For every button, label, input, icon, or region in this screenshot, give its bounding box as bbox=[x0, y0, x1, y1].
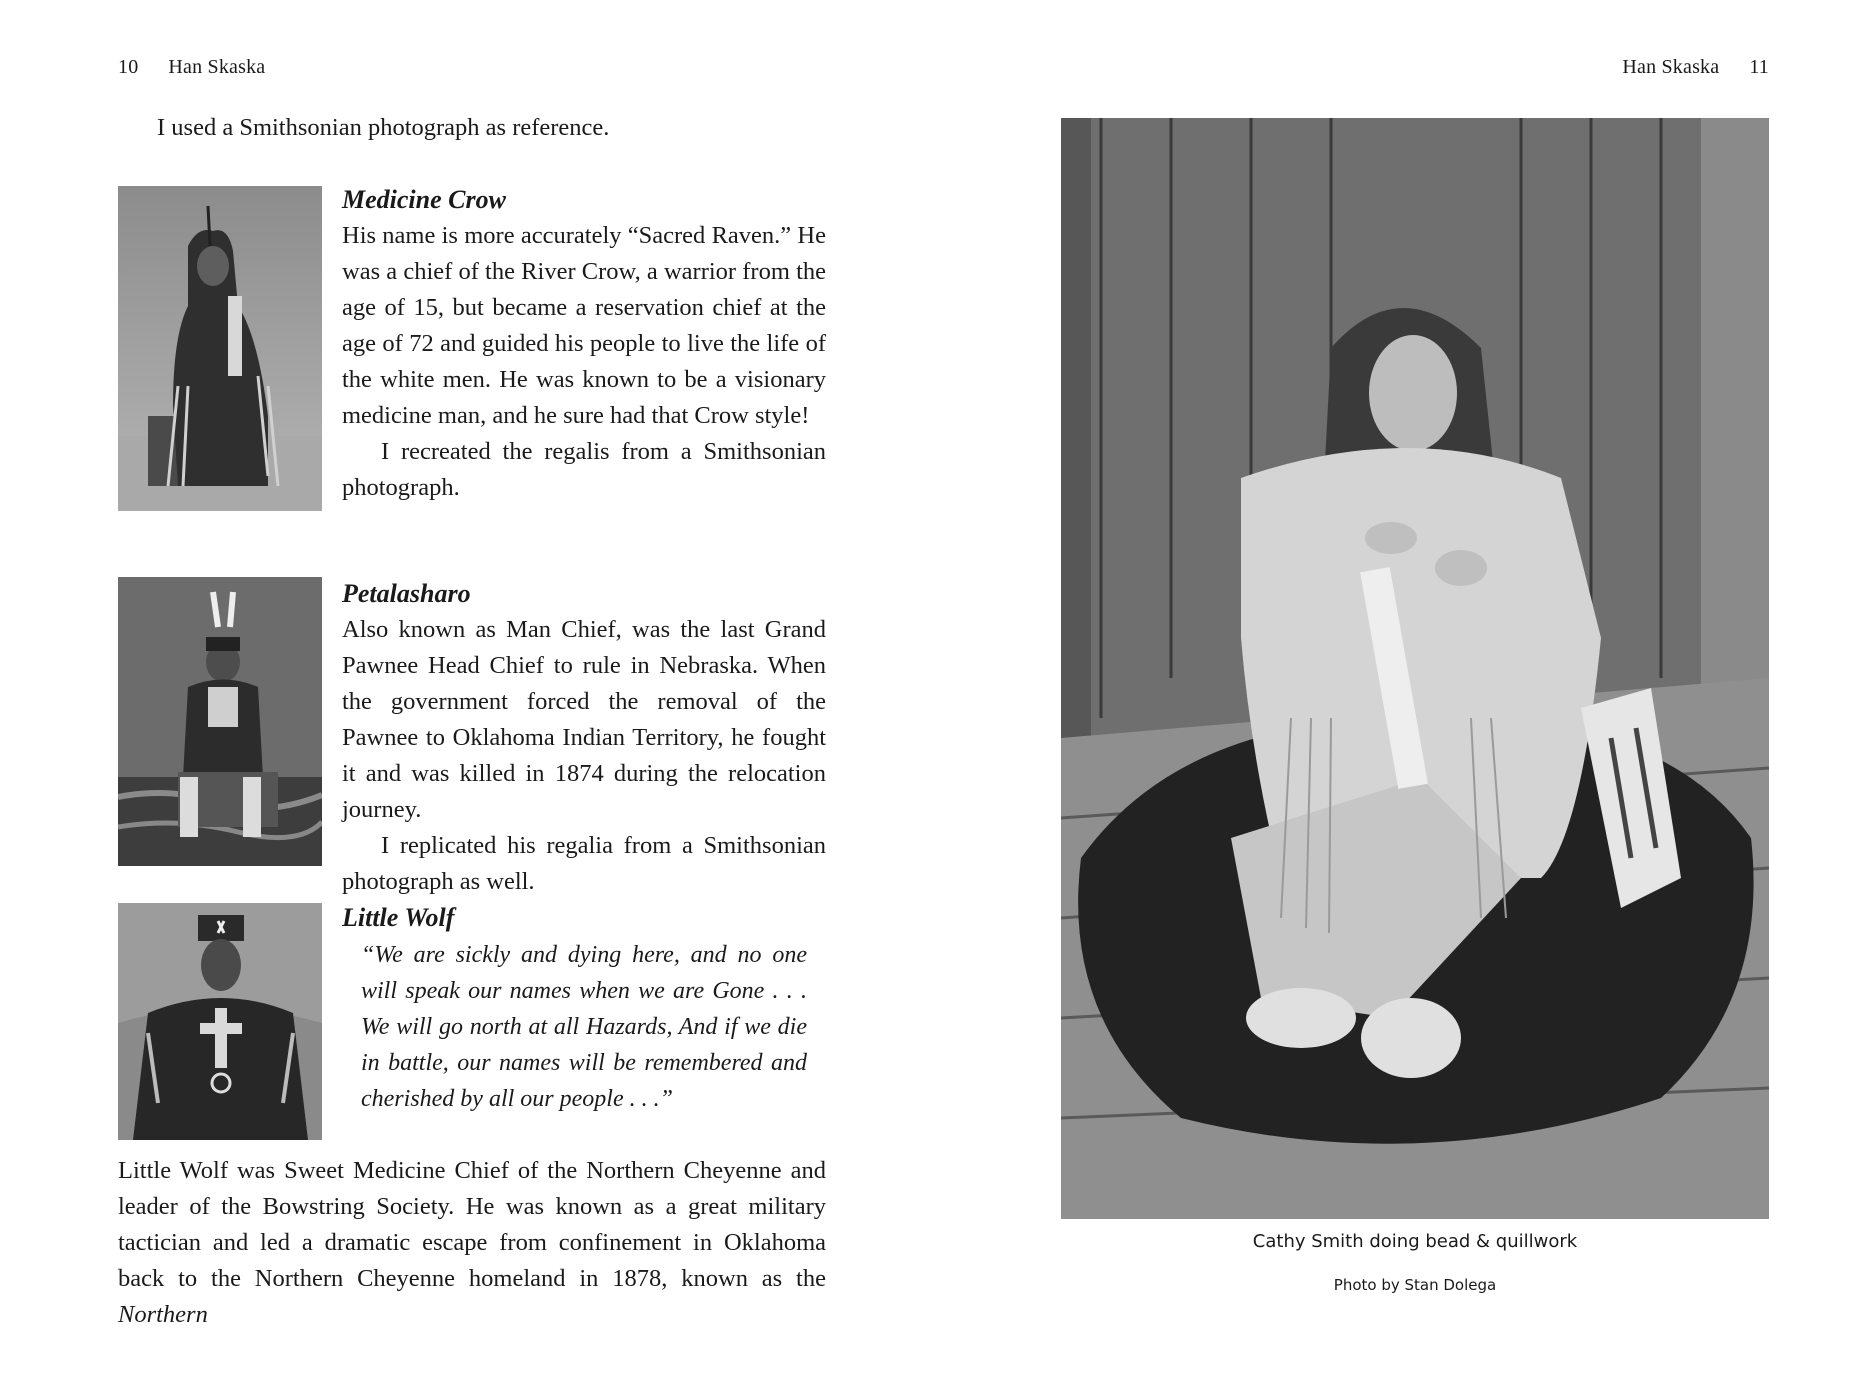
little-wolf-title: Little Wolf bbox=[342, 903, 455, 932]
page-number-left: 10 bbox=[118, 56, 139, 78]
medicine-crow-paragraph: His name is more accurately “Sacred Raven.” He was a chief of the River Crow, a warrior from the age of 15, but became a reservation chief at the age of 72 and guided his people to live the life of the white men. He was known to be a visionary medicine man, and he sure had that Crow style! bbox=[342, 222, 826, 429]
petalasharo-photo bbox=[118, 577, 322, 866]
cathy-smith-photo bbox=[1061, 118, 1769, 1219]
running-head-title-right: Han Skaska bbox=[1622, 56, 1720, 78]
intro-line: I used a Smithsonian photograph as reference. bbox=[157, 114, 610, 141]
petalasharo-title: Petalasharo bbox=[342, 579, 471, 608]
little-wolf-quote: “We are sickly and dying here, and no one will speak our names when we are Gone . . . We will go north at all Hazards, And if we die in battle, our names will be remembered and cherished by all our people . . .” bbox=[361, 942, 807, 1112]
little-wolf-closing-paragraph bbox=[118, 1153, 826, 1333]
petalasharo-entry bbox=[342, 576, 826, 900]
closing-italic-word: Northern bbox=[118, 1301, 208, 1328]
petalasharo-paragraph: Also known as Man Chief, was the last Grand Pawnee Head Chief to rule in Nebraska. When the government forced the removal of the Pawnee to Oklahoma Indian Territory, he fought it and was killed in 1874 during the relocation journey. bbox=[342, 616, 826, 823]
medicine-crow-title: Medicine Crow bbox=[342, 185, 506, 214]
medicine-crow-photo bbox=[118, 186, 322, 511]
little-wolf-photo bbox=[118, 903, 322, 1140]
page-number-right: 11 bbox=[1749, 56, 1769, 78]
running-head-right bbox=[1622, 56, 1769, 79]
running-head-left bbox=[118, 56, 265, 79]
medicine-crow-note: I recreated the regalis from a Smithsonian photograph. bbox=[342, 438, 826, 501]
medicine-crow-entry bbox=[342, 182, 826, 506]
petalasharo-note: I replicated his regalia from a Smithsonian photograph as well. bbox=[342, 832, 826, 895]
photo-caption: Cathy Smith doing bead & quillwork bbox=[1252, 1231, 1578, 1252]
photo-credit: Photo by Stan Dolega bbox=[1333, 1276, 1497, 1294]
running-head-title-left: Han Skaska bbox=[168, 56, 266, 78]
little-wolf-entry bbox=[342, 900, 826, 936]
closing-text: Little Wolf was Sweet Medicine Chief of the Northern Cheyenne and leader of the Bowstring Society. He was known as a great military tactician and led a dramatic escape from confinement in Oklahoma back to the Northern Cheyenne homeland in 1878, known as the bbox=[118, 1157, 826, 1292]
